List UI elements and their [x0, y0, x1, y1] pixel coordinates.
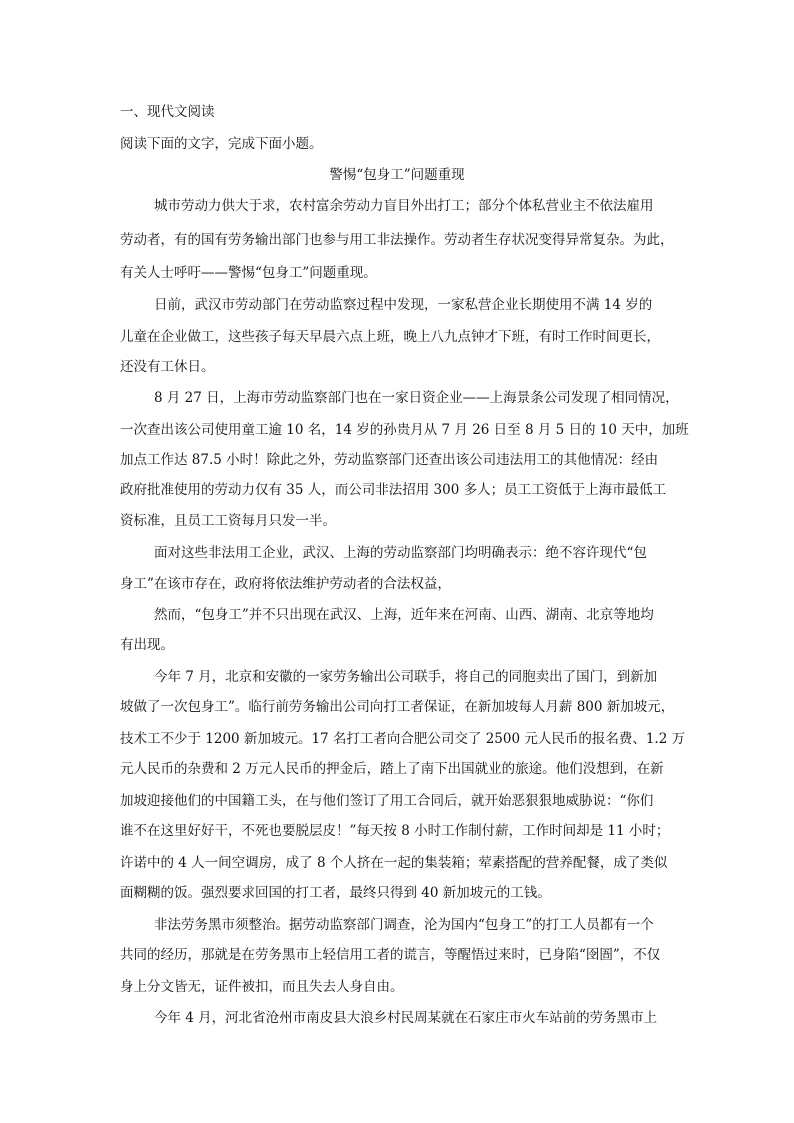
- instruction-text: 阅读下面的文字，完成下面小题。: [120, 136, 323, 152]
- paragraph-line: 然而，“包身工”并不只出现在武汉、上海，近年来在河南、山西、湖南、北京等地均: [154, 607, 654, 623]
- paragraph-line: 身工”在该市存在，政府将依法维护劳动者的合法权益，: [120, 576, 451, 592]
- paragraph-line: 还没有工休日。: [120, 359, 215, 375]
- paragraph-line: 许诺中的 4 人一间空调房，成了 8 个人挤在一起的集装箱；荤素搭配的营养配餐，成了类似: [120, 855, 668, 871]
- paragraph-line: 有出现。: [120, 637, 174, 653]
- paragraph-line: 元人民币的杂费和 2 万元人民币的押金后，踏上了南下出国就业的旅途。他们没想到，在新: [120, 761, 664, 777]
- paragraph-line: 身上分文皆无，证件被扣，而且失去人身自由。: [120, 979, 404, 995]
- paragraph-line: 面糊糊的饭。强烈要求回国的打工者，最终只得到 40 新加坡元的工钱。: [120, 885, 551, 901]
- paragraph-line: 非法劳务黑市须整治。据劳动监察部门调查，沦为国内“包身工”的打工人员都有一个: [154, 917, 654, 933]
- paragraph-line: 技术工不少于 1200 新加坡元。17 名打工者向合肥公司交了 2500 元人民币的报名费、1.2 万: [120, 731, 686, 747]
- paragraph-line: 谁不在这里好好干，不死也要脱层皮！”每天按 8 小时工作制付薪，工作时间却是 11 小时；: [120, 823, 670, 839]
- paragraph-line: 加点工作达 87.5 小时！除此之外，劳动监察部门还查出该公司违法用工的其他情况：经由: [120, 452, 659, 468]
- paragraph-line: 儿童在企业做工，这些孩子每天早晨六点上班，晚上八九点钟才下班，有时工作时间更长，: [120, 329, 660, 345]
- paragraph-line: 加坡迎接他们的中国籍工头，在与他们签订了用工合同后，就开始恶狠狠地威胁说：“你们: [120, 793, 654, 809]
- paragraph-line: 今年 7 月，北京和安徽的一家劳务输出公司联手，将自己的同胞卖出了国门，到新加: [154, 669, 658, 685]
- article-title: 警惕“包身工”问题重现: [329, 167, 465, 183]
- paragraph-line: 日前，武汉市劳动部门在劳动监察过程中发现，一家私营企业长期使用不满 14 岁的: [154, 297, 653, 313]
- section-heading: 一、现代文阅读: [120, 104, 215, 120]
- paragraph-line: 政府批准使用的劳动力仅有 35 人，而公司非法招用 300 多人；员工工资低于上海市最低工: [120, 482, 667, 498]
- paragraph-line: 城市劳动力供大于求，农村富余劳动力盲目外出打工；部分个体私营业主不依法雇用: [154, 198, 654, 214]
- paragraph-line: 8 月 27 日，上海市劳动监察部门也在一家日资企业——上海景条公司发现了相同情况，: [154, 390, 679, 406]
- paragraph-line: 一次查出该公司使用童工逾 10 名，14 岁的孙贵月从 7 月 26 日至 8 月 5 日的 10 天中，加班: [120, 422, 689, 438]
- paragraph-line: 共同的经历，那就是在劳务黑市上轻信用工者的谎言，等醒悟过来时，已身陷“囹圄”，不仅: [120, 947, 661, 963]
- paragraph-line: 有关人士呼吁——警惕“包身工”问题重现。: [120, 265, 377, 281]
- paragraph-line: 今年 4 月，河北省沧州市南皮县大浪乡村民周某就在石家庄市火车站前的劳务黑市上: [154, 1010, 658, 1026]
- paragraph-line: 劳动者，有的国有劳务输出部门也参与用工非法操作。劳动者生存状况变得异常复杂。为此，: [120, 232, 674, 248]
- paragraph-line: 坡做了一次包身工”。临行前劳务输出公司向打工者保证，在新加坡每人月薪 800 新加坡元，: [120, 699, 675, 715]
- paragraph-line: 面对这些非法用工企业，武汉、上海的劳动监察部门均明确表示：绝不容许现代“包: [154, 545, 647, 561]
- paragraph-line: 资标准，且员工工资每月只发一半。: [120, 513, 336, 529]
